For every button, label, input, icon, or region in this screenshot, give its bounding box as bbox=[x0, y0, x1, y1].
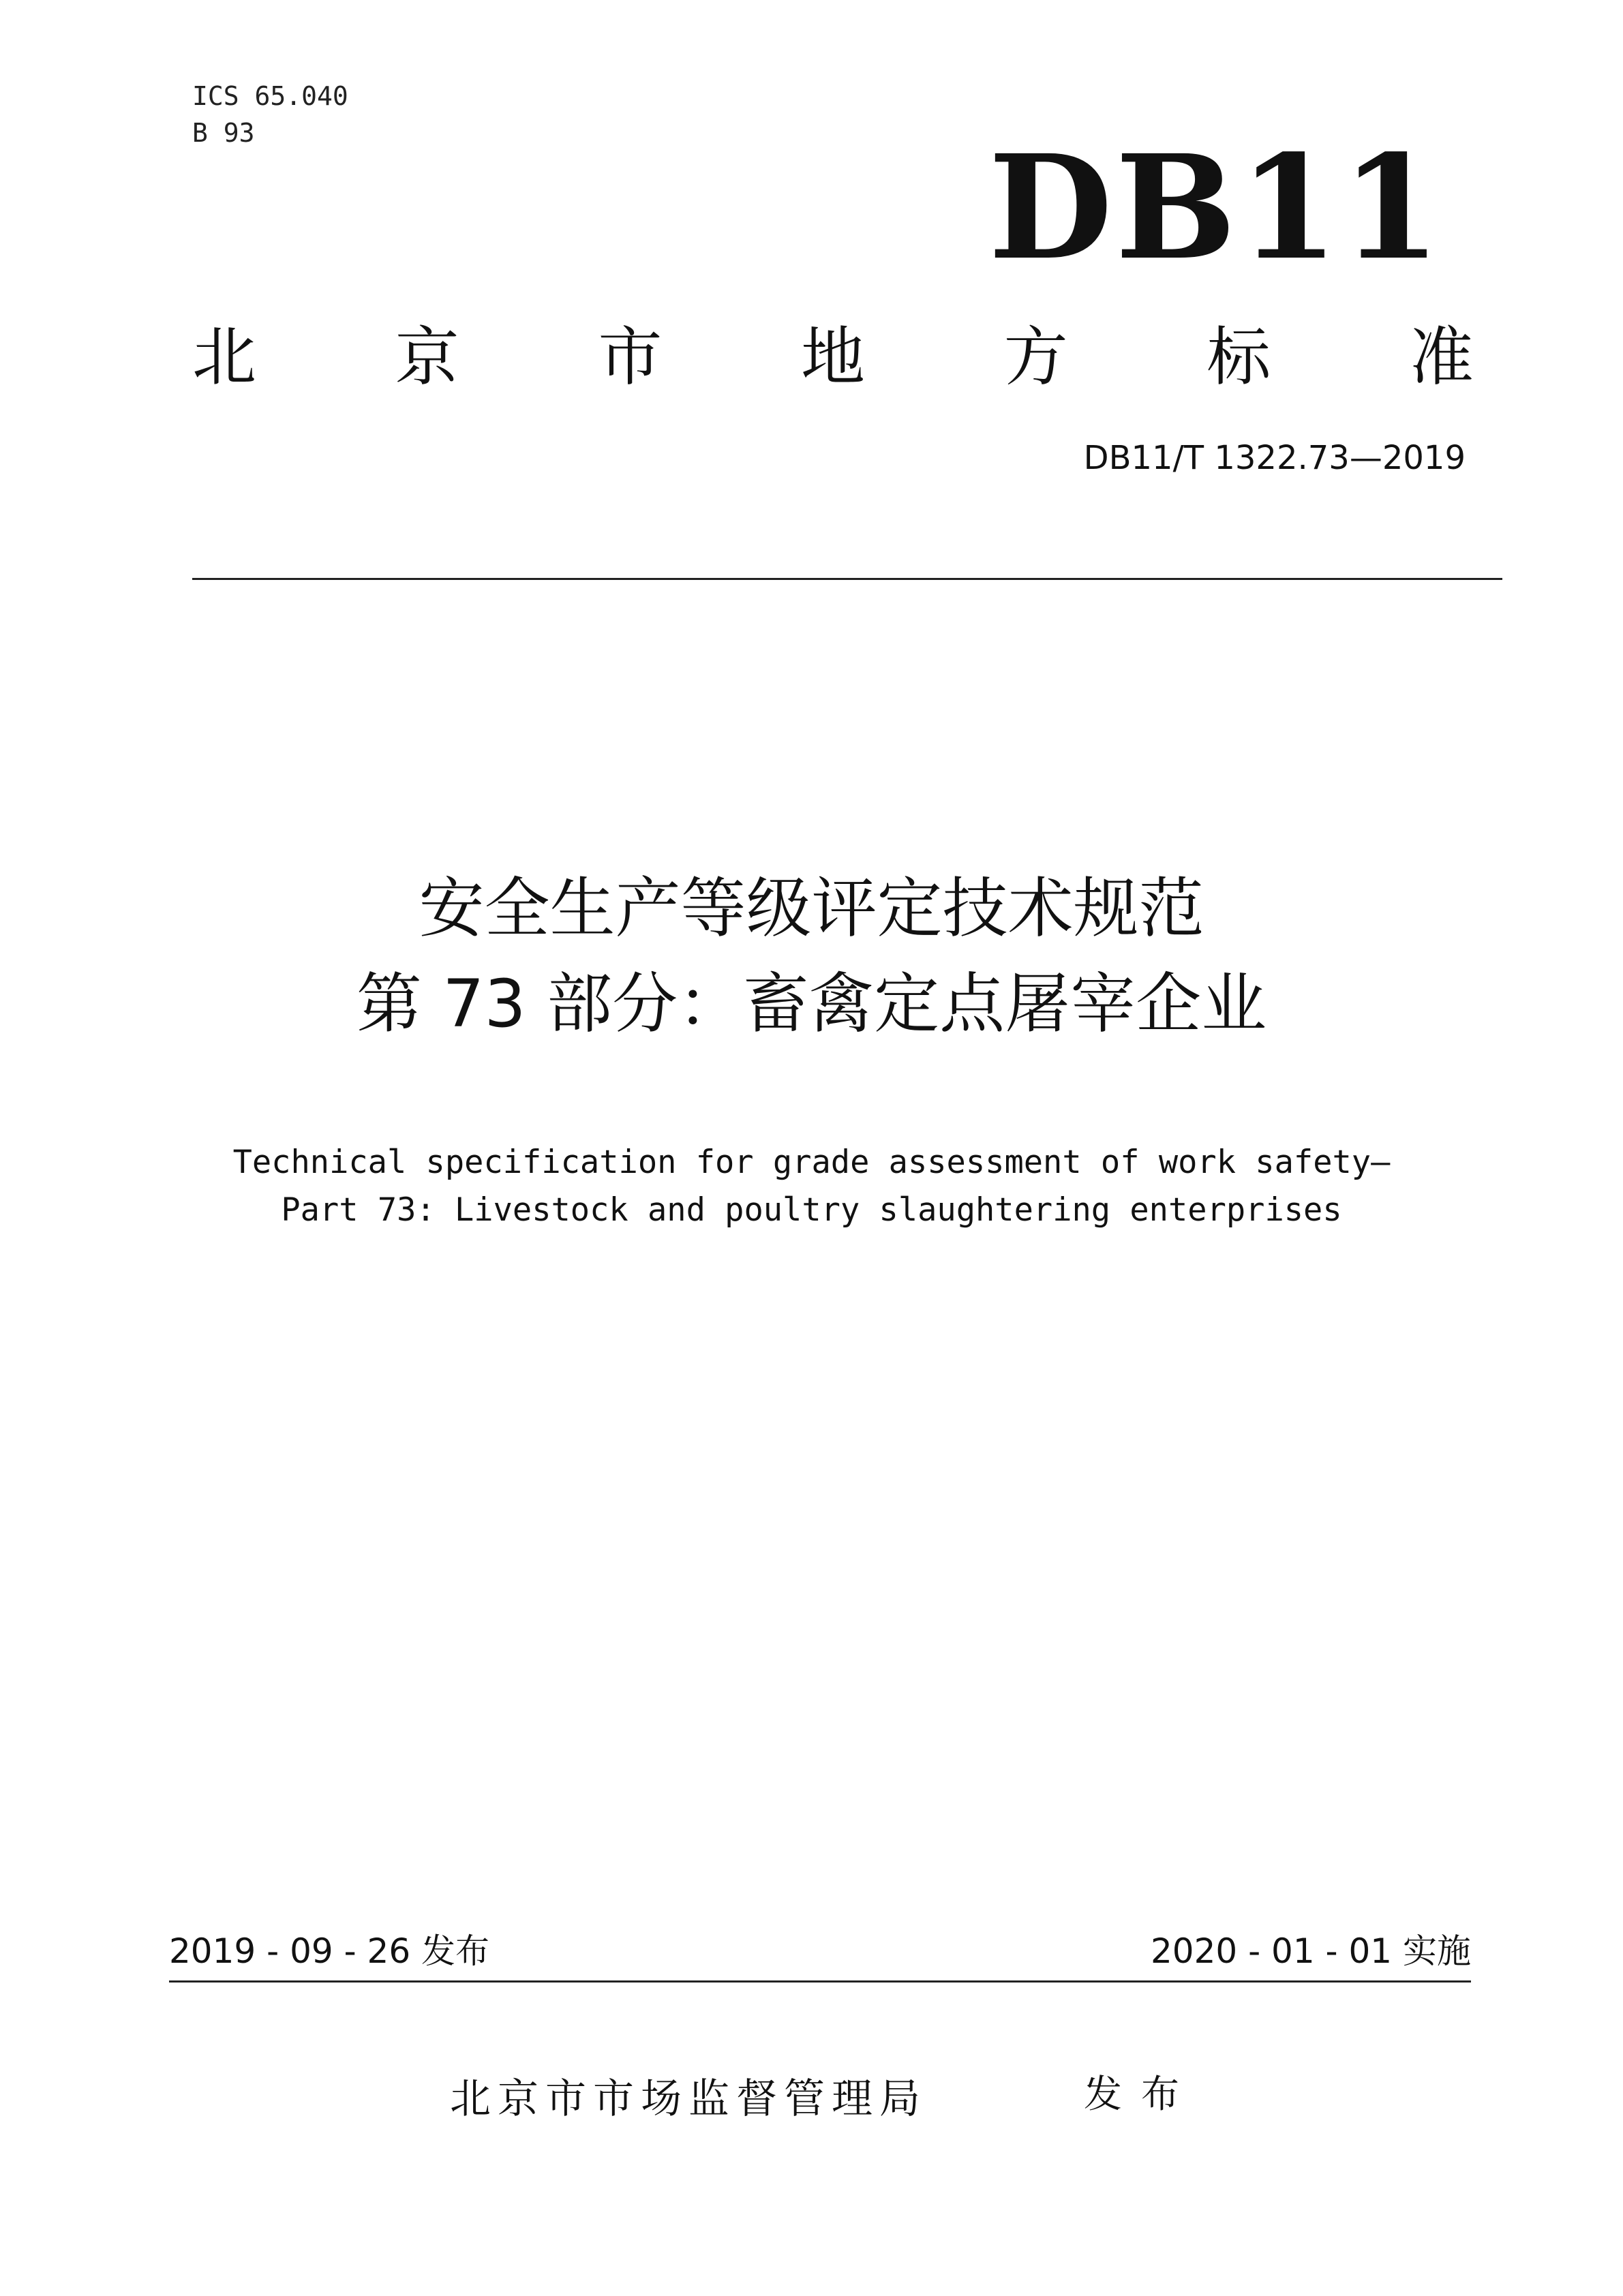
standard-type-char: 北 bbox=[192, 320, 257, 395]
standard-mark: DB11 bbox=[988, 123, 1444, 292]
standard-number: DB11/T 1322.73—2019 bbox=[1083, 439, 1466, 477]
standard-type-heading bbox=[192, 320, 1474, 395]
english-title-line-2: Part 73: Livestock and poultry slaughtering enterprises bbox=[281, 1191, 1342, 1229]
ccs-code: B 93 bbox=[192, 118, 255, 148]
ics-code: ICS 65.040 bbox=[192, 81, 348, 111]
english-title-line-1: Technical specification for grade assessment of work safety— bbox=[232, 1144, 1391, 1181]
issue-label: 发布 bbox=[1084, 2072, 1198, 2117]
header-divider bbox=[192, 578, 1502, 580]
standard-type-char: 标 bbox=[1207, 320, 1271, 395]
standard-type-char: 京 bbox=[395, 320, 459, 395]
footer-divider bbox=[169, 1980, 1471, 1983]
standard-type-char: 地 bbox=[800, 320, 865, 395]
publish-date: 2019 - 09 - 26 发布 bbox=[169, 1931, 490, 1971]
implementation-date: 2020 - 01 - 01 实施 bbox=[1150, 1931, 1471, 1971]
standard-type-char: 方 bbox=[1003, 320, 1068, 395]
chinese-title-line-2: 第 73 部分：畜禽定点屠宰企业 bbox=[356, 966, 1267, 1042]
chinese-title-line-1: 安全生产等级评定技术规范 bbox=[419, 870, 1204, 947]
issuing-authority: 北京市市场监督管理局 bbox=[450, 2075, 927, 2123]
standard-type-char: 准 bbox=[1409, 320, 1474, 395]
dates-row bbox=[169, 1931, 1471, 1971]
standard-type-char: 市 bbox=[598, 320, 663, 395]
